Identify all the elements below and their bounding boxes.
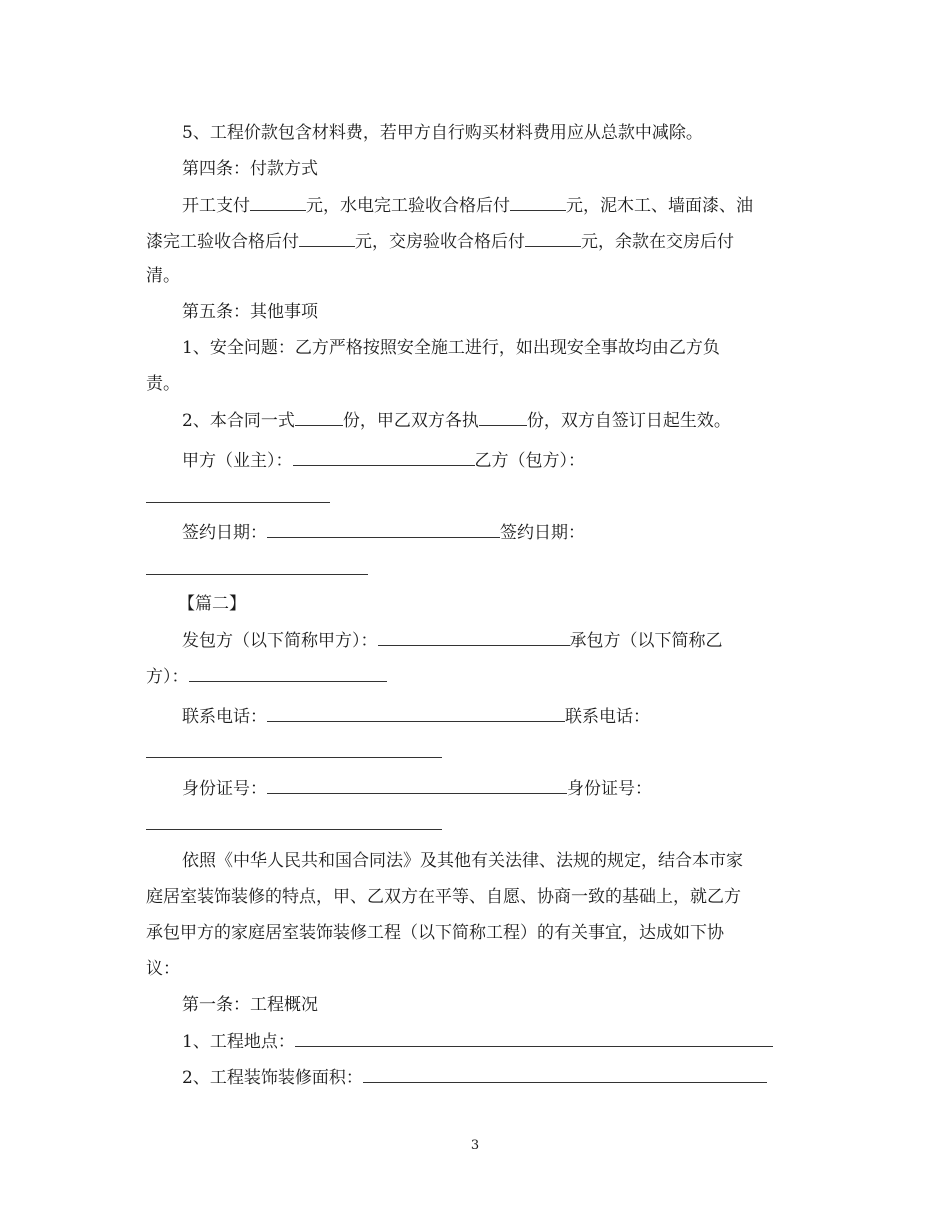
payment-line3: 清。 bbox=[146, 266, 180, 286]
article5-title: 第五条：其他事项 bbox=[182, 302, 318, 322]
signature-line bbox=[146, 502, 330, 503]
intro-line4: 议： bbox=[146, 959, 180, 979]
safety-line2: 责。 bbox=[146, 374, 180, 394]
payment-line1: 开工支付 元，水电完工验收合格后付 元，泥木工、墙面漆、油 bbox=[182, 196, 753, 216]
clause-item5: 5、工程价款包含材料费，若甲方自行购买材料费用应从总款中减除。 bbox=[182, 123, 703, 143]
section2-heading: 【篇二】 bbox=[178, 594, 246, 614]
blank-field bbox=[267, 777, 567, 794]
blank-field bbox=[267, 521, 500, 538]
employer-line: 发包方（以下简称甲方）： 承包方（以下简称乙 bbox=[182, 631, 723, 651]
page-number: 3 bbox=[470, 1138, 480, 1153]
id-line: 身份证号： 身份证号： bbox=[182, 779, 652, 799]
blank-field bbox=[525, 230, 581, 247]
location-line: 1、工程地点： bbox=[182, 1030, 773, 1053]
blank-field bbox=[295, 1030, 773, 1047]
blank-field bbox=[299, 230, 355, 247]
blank-field bbox=[363, 1066, 767, 1083]
blank-field bbox=[267, 705, 565, 722]
blank-field bbox=[250, 194, 306, 211]
phone-fill-line bbox=[146, 757, 442, 758]
phone-line: 联系电话： 联系电话： bbox=[182, 707, 650, 727]
intro-line1: 依照《中华人民共和国合同法》及其他有关法律、法规的规定，结合本市家 bbox=[182, 851, 743, 871]
article1-title: 第一条：工程概况 bbox=[182, 995, 318, 1015]
copies-line: 2、本合同一式 份，甲乙双方各执 份，双方自签订日起生效。 bbox=[182, 411, 731, 431]
blank-field bbox=[189, 665, 387, 682]
intro-line3: 承包甲方的家庭居室装饰装修工程（以下简称工程）的有关事宜，达成如下协 bbox=[146, 923, 724, 943]
blank-field bbox=[295, 409, 343, 426]
id-fill-line bbox=[146, 829, 442, 830]
blank-field bbox=[479, 409, 527, 426]
contractor-line: 方）： bbox=[146, 665, 387, 688]
intro-line2: 庭居室装饰装修的特点，甲、乙双方在平等、自愿、协商一致的基础上，就乙方 bbox=[146, 887, 741, 907]
article4-title: 第四条：付款方式 bbox=[182, 159, 318, 179]
date-line bbox=[146, 574, 368, 575]
payment-line2: 漆完工验收合格后付 元，交房验收合格后付 元，余款在交房后付 bbox=[146, 232, 734, 252]
blank-field bbox=[293, 449, 475, 466]
safety-line1: 1、安全问题：乙方严格按照安全施工进行，如出现安全事故均由乙方负 bbox=[182, 338, 720, 358]
party-sign-line: 甲方（业主）： 乙方（包方）： bbox=[182, 451, 585, 471]
blank-field bbox=[510, 194, 566, 211]
area-line: 2、工程装饰装修面积： bbox=[182, 1066, 767, 1089]
blank-field bbox=[378, 629, 570, 646]
sign-date-line: 签约日期： 签约日期： bbox=[182, 523, 585, 543]
